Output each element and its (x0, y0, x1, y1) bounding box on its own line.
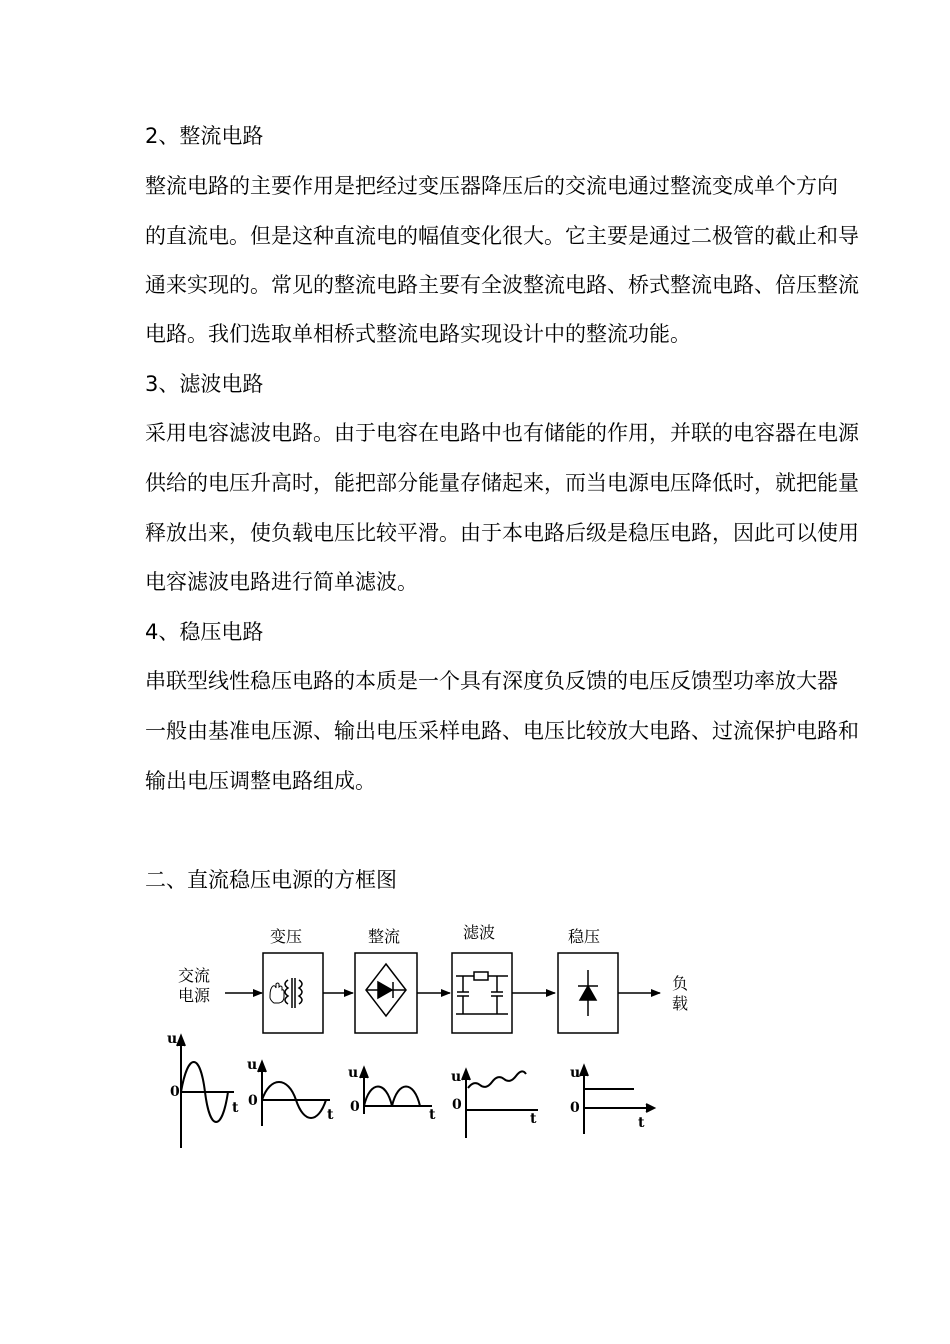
regulator-heading: 4、稳压电路 (145, 620, 264, 644)
wave5-u-label: u (570, 1065, 581, 1081)
rectifier-heading: 2、整流电路 (145, 124, 264, 148)
waveform-ac (177, 1036, 234, 1148)
block-label-regulator: 稳压 (568, 927, 601, 946)
output-label-line-1: 负 (672, 974, 689, 993)
rectifier-block (355, 953, 417, 1033)
wave4-origin-label: 0 (452, 1097, 462, 1113)
zener-diode-icon (578, 970, 598, 1016)
block-diagram-heading: 二、直流稳压电源的方框图 (145, 868, 397, 892)
rectifier-line-3: 通来实现的。常见的整流电路主要有全波整流电路、桥式整流电路、倍压整流 (145, 273, 859, 297)
wave2-origin-label: 0 (248, 1093, 258, 1109)
wave1-u-label: u (167, 1031, 178, 1047)
block-label-filter: 滤波 (463, 923, 496, 942)
regulator-line-1: 串联型线性稳压电路的本质是一个具有深度负反馈的电压反馈型功率放大器 (145, 669, 838, 693)
filter-line-4: 电容滤波电路进行简单滤波。 (145, 570, 418, 594)
regulator-line-3: 输出电压调整电路组成。 (145, 769, 376, 793)
hand-cursor-icon (270, 983, 284, 1003)
wave4-t-label: t (530, 1111, 537, 1127)
wave2-u-label: u (247, 1057, 258, 1073)
rectifier-line-2: 的直流电。但是这种直流电的幅值变化很大。它主要是通过二极管的截止和导 (145, 224, 859, 248)
transformer-block (263, 953, 323, 1033)
filter-heading: 3、滤波电路 (145, 372, 264, 396)
rectifier-line-4: 电路。我们选取单相桥式整流电路实现设计中的整流功能。 (145, 322, 691, 346)
input-label-line-1: 交流 (178, 966, 211, 985)
waveform-rectified (360, 1068, 432, 1114)
regulator-block (558, 953, 618, 1033)
filter-block (452, 953, 512, 1033)
capacitor-filter-icon (456, 972, 508, 1014)
transformer-icon (285, 978, 302, 1008)
wave3-origin-label: 0 (350, 1099, 360, 1115)
output-label-line-2: 载 (672, 994, 689, 1013)
rectifier-line-1: 整流电路的主要作用是把经过变压器降压后的交流电通过整流变成单个方向 (145, 174, 838, 198)
waveform-filtered (462, 1070, 538, 1138)
filter-line-3: 释放出来，使负载电压比较平滑。由于本电路后级是稳压电路，因此可以使用 (145, 521, 859, 545)
block-label-transformer: 变压 (270, 927, 303, 946)
filter-line-1: 采用电容滤波电路。由于电容在电路中也有储能的作用，并联的电容器在电源 (145, 421, 859, 445)
wave3-t-label: t (429, 1107, 436, 1123)
wave1-origin-label: 0 (170, 1084, 180, 1100)
regulator-line-2: 一般由基准电压源、输出电压采样电路、电压比较放大电路、过流保护电路和 (145, 719, 859, 743)
diode-bridge-icon (366, 964, 406, 1016)
wave1-t-label: t (232, 1100, 239, 1116)
wave5-origin-label: 0 (570, 1100, 580, 1116)
filter-line-2: 供给的电压升高时，能把部分能量存储起来，而当电源电压降低时，就把能量 (145, 471, 859, 495)
wave2-t-label: t (327, 1107, 334, 1123)
wave4-u-label: u (451, 1069, 462, 1085)
wave5-t-label: t (638, 1115, 645, 1131)
block-label-rectifier: 整流 (368, 927, 401, 946)
wave3-u-label: u (348, 1065, 359, 1081)
waveform-transformed (258, 1062, 330, 1126)
input-label-line-2: 电源 (178, 986, 211, 1005)
